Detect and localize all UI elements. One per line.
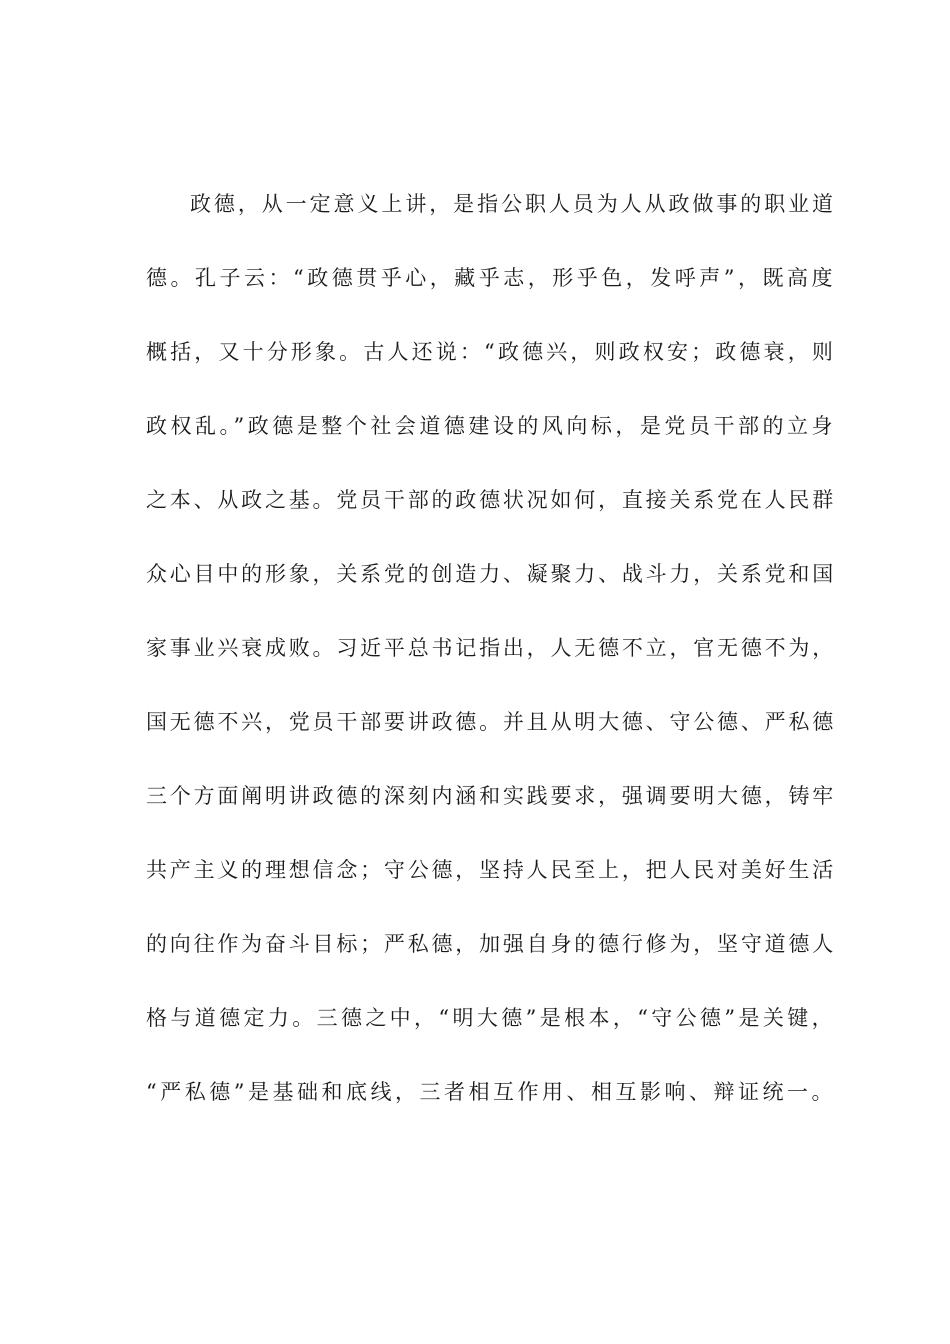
paragraph-line: 之本、从政之基。党员干部的政德状况如何，直接关系党在人民群 xyxy=(146,488,836,512)
paragraph-line: 众心目中的形象，关系党的创造力、凝聚力、战斗力，关系党和国 xyxy=(146,562,836,586)
paragraph-line: 政权乱。”政德是整个社会道德建设的风向标，是党员干部的立身 xyxy=(146,414,836,438)
paragraph-line: 德。孔子云：“政德贯乎心，藏乎志，形乎色，发呼声”，既高度 xyxy=(146,266,836,290)
paragraph-line: “严私德”是基础和底线，三者相互作用、相互影响、辩证统一。 xyxy=(146,1080,836,1104)
paragraph-line: 共产主义的理想信念；守公德，坚持人民至上，把人民对美好生活 xyxy=(146,858,836,882)
paragraph-line: 三个方面阐明讲政德的深刻内涵和实践要求，强调要明大德，铸牢 xyxy=(146,784,836,808)
paragraph-line: 的向往作为奋斗目标；严私德，加强自身的德行修为，坚守道德人 xyxy=(146,932,836,956)
paragraph-line: 家事业兴衰成败。习近平总书记指出，人无德不立，官无德不为， xyxy=(146,636,836,660)
paragraph-line: 概括，又十分形象。古人还说：“政德兴，则政权安；政德衰，则 xyxy=(146,340,836,364)
paragraph-line: 国无德不兴，党员干部要讲政德。并且从明大德、守公德、严私德 xyxy=(146,710,836,734)
paragraph-line: 政德，从一定意义上讲，是指公职人员为人从政做事的职业道 xyxy=(190,192,836,216)
paragraph-line: 格与道德定力。三德之中，“明大德”是根本，“守公德”是关键， xyxy=(146,1006,836,1030)
